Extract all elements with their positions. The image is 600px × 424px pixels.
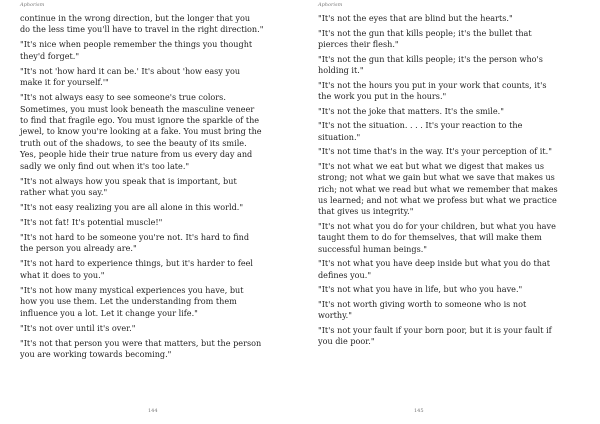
quote: "It's not 'how hard it can be.' It's about 'how easy you make it for yourself.'" [20,65,241,88]
quote: "It's not worth giving worth to someone who is not worthy." [318,299,527,321]
running-header: Aphorism [318,2,343,8]
quote: "It's not the situation. . . . It's your reaction to the situation." [318,120,523,142]
left-page [20,0,300,424]
quote: "It's not that person you were that matters, but the person you are working towards becoming." [20,337,262,360]
quote-list [20,13,300,364]
quote: "It's not easy realizing you are all alone in this world." [20,202,244,213]
quote: continue in the wrong direction, but the longer that you do the less time you'll have to travel in the right direction." [20,13,264,35]
quote: "It's not how many mystical experiences you have, but how you use them. Let the understanding from them influence you a lot. Let it change your life." [20,284,244,318]
quote: "It's not always easy to see someone's true colors. Sometimes, you must look beneath the masculine veneer to find that fragile ego. You must ignore the sparkle of the jewel, to know you're looking at a fake. You must bring the truth out of the shadows, to see the beauty of its smile. Yes, people hide their true nature from us every day and sadly we only find out when it's too late." [20,92,262,171]
quote: "It's not your fault if your born poor, but it is your fault if you die poor." [318,325,552,347]
quote-list [318,13,598,351]
running-header: Aphorism [20,2,45,8]
quote: "It's not fat! It's potential muscle!" [20,217,163,228]
quote: "It's nice when people remember the things you thought they'd forget." [20,39,253,61]
page-number: 145 [414,408,424,414]
quote: "It's not hard to experience things, but it's harder to feel what it does to you." [20,258,254,280]
quote: "It's not the hours you put in your work that counts, it's the work you put in the hours." [318,79,547,101]
page-number: 144 [148,408,158,414]
quote: "It's not what you do for your children, but what you have taught them to do for themselves, that will make them successful human beings." [318,221,556,254]
quote: "It's not the gun that kills people; it's the person who's holding it." [318,53,543,75]
quote: "It's not what you have deep inside but what you do that defines you." [318,258,551,280]
quote: "It's not hard to be someone you're not. It's hard to find the person you already are." [20,232,250,254]
quote: "It's not the gun that kills people; it's the bullet that pierces their flesh." [318,27,532,49]
quote: "It's not time that's in the way. It's your perception of it." [318,146,552,157]
quote: "It's not what you have in life, but who you have." [318,284,523,295]
quote: "It's not always how you speak that is important, but rather what you say." [20,175,237,198]
quote: "It's not over until it's over." [20,322,136,333]
quote: "It's not the eyes that are blind but the hearts." [318,13,513,23]
quote: "It's not what we eat but what we digest that makes us strong; not what we gain but what we save that makes us rich; not what we read but what we remember that makes us learned; and not what we profess but what we practice that gives us integrity." [318,160,558,217]
right-page [318,0,598,424]
quote: "It's not the joke that matters. It's the smile." [318,105,504,116]
